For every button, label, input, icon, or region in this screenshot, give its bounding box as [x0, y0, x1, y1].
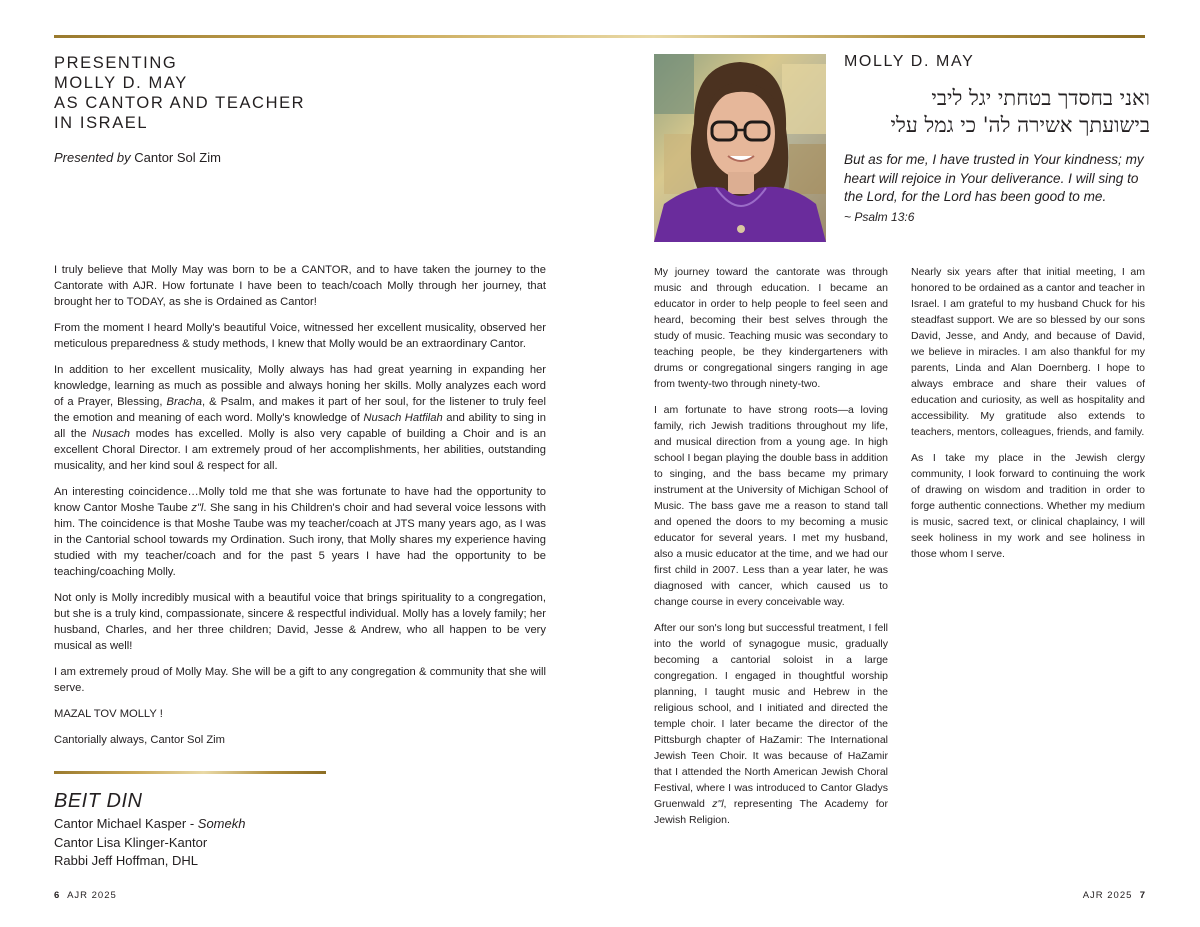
- title-line: PRESENTING: [54, 54, 178, 72]
- top-rule-left: [54, 35, 1145, 38]
- member-name: Cantor Michael Kasper -: [54, 816, 198, 831]
- paragraph: My journey toward the cantorate was through music and through education. I became an educator in order to help people to feel seen and heard, becoming their best selves through the study of music. Teaching music was secondary to teaching people, be they kindergarteners with drums or congregational singers ranging in age from twenty-two through ninety-two.: [654, 266, 888, 390]
- honoree-name: MOLLY D. MAY: [844, 53, 975, 70]
- text-run-italic: Nusach: [92, 428, 131, 440]
- portrait-photo: [654, 54, 826, 242]
- text-run: modes has excelled. Molly is also very capable of building a Choir and is an excellent Choral Director. I am extremely proud of her accomplishments, her abilities, outstanding musicality, and her kind soul & respect for all.: [54, 428, 546, 472]
- column-1: [654, 264, 888, 838]
- footer-left: [54, 890, 117, 901]
- paragraph: Nearly six years after that initial meeting, I am honored to be ordained as a cantor and teacher in Israel. I am grateful to my husband Chuck for his steadfast support. We are so blessed by our sons David, Jesse, and Andy, and because of David, we believe in miracles. I am also thankful for my parents, Linda and Alan Doernberg. I hope to always embrace and share their values of education and curiosity, as well as hospitality and accessibility. My gratitude also extends to teachers, mentors, colleagues, friends, and family.: [911, 266, 1145, 438]
- footer-right: [1083, 890, 1146, 901]
- beit-din-title: BEIT DIN: [54, 790, 143, 812]
- page-number: 6: [54, 890, 61, 901]
- title-line: MOLLY D. MAY: [54, 74, 188, 92]
- text-run-italic: Bracha: [166, 396, 202, 408]
- beit-din-rule: [54, 771, 326, 774]
- page-number: 7: [1139, 890, 1146, 901]
- paragraph: I truly believe that Molly May was born to be a CANTOR, and to have taken the journey to the Cantorate with AJR. How fortunate I have been to teach/coach Molly through her journey, that brought her to TODAY, as she is Ordained as Cantor!: [54, 264, 546, 308]
- text-run: and ability to sing in all the: [54, 412, 547, 440]
- paragraph: [54, 484, 546, 580]
- tribute-text: [54, 262, 546, 758]
- text-run: An interesting coincidence…Molly told me that she was fortunate to have had the opportunity to know Cantor Moshe Taube: [54, 486, 546, 514]
- paragraph: Cantorially always, Cantor Sol Zim: [54, 734, 225, 746]
- paragraph: From the moment I heard Molly's beautiful Voice, witnessed her excellent musicality, observed her meticulous preparedness & study methods, I knew that Molly would be an extraordinary Cantor.: [54, 322, 546, 350]
- title-line: IN ISRAEL: [54, 114, 149, 132]
- footer-text: AJR 2025: [67, 890, 117, 901]
- paragraph: I am extremely proud of Molly May. She will be a gift to any congregation & community that she will serve.: [54, 666, 546, 694]
- paragraph: [654, 620, 888, 828]
- portrait-illustration: [654, 54, 826, 242]
- text-run: In addition to her excellent musicality, Molly always has had great yearning in expanding her knowledge, learning as much as possible and always honing her skills. Molly analyzes each word of a Prayer, Blessing,: [54, 364, 546, 408]
- verse-translation: But as for me, I have trusted in Your kindness; my heart will rejoice in Your deliverance. I will sing to the Lord, for the Lord has been good to me.: [844, 152, 1144, 204]
- presented-by-name: Cantor Sol Zim: [134, 150, 221, 165]
- verse-citation: ~ Psalm 13:6: [844, 210, 915, 224]
- column-2: [911, 264, 1145, 572]
- paragraph: I am fortunate to have strong roots—a loving family, rich Jewish traditions throughout my life, and musical direction from a young age. In high school I began playing the double bass in addition to singing, and the bass became my primary instrument at the University of Michigan School of Music. The bass gave me a reason to stand tall and opened the doors to my becoming a music educator for several years. I met my husband, also a music educator at the time, and we had our first child in 2007. Less than a year later, he was diagnosed with cancer, which caused us to change course in every conceivable way.: [654, 404, 888, 608]
- paragraph: Not only is Molly incredibly musical with a beautiful voice that brings spirituality to a congregation, but she is a truly kind, compassionate, sincere & respectful individual. Molly has a lovely family; her husband, Charles, and her three children; David, Jesse & Andrew, who all happen to be very musical as well!: [54, 592, 546, 652]
- paragraph: [54, 362, 546, 474]
- presented-by: [54, 150, 221, 165]
- text-run: . She sang in his Children's choir and had several voice lessons with him. The coincidence is that Moshe Taube was my teacher/coach at JTS many years ago, as I was in the Cantorial school towards my Ordination. Such irony, that Molly shares my experience having studied with my teacher/coach and for the past 5 years I have had the opportunity to be teaching/coaching Molly.: [54, 502, 546, 578]
- footer-text: AJR 2025: [1082, 890, 1133, 901]
- beit-din-member: [54, 815, 245, 834]
- text-run: , & Psalm, and makes it part of her soul, for the listener to truly feel the emotion and meaning of each word. Molly's knowledge of: [54, 396, 546, 424]
- text-run-italic: z"l: [191, 502, 204, 514]
- text-run: After our son's long but successful treatment, I fell into the world of synagogue music, gradually becoming a cantorial soloist in a large congregation. I engaged in thoughtful worship planning, I taught music and Hebrew in the religious school, and I initiated and directed the temple choir. I later became the director of the Pittsburgh chapter of HaZamir: The International Jewish Teen Choir. It was because of HaZamir that I attended the North American Jewish Choral Festival, where I was introduced to Cantor Gladys Gruenwald: [654, 622, 888, 810]
- paragraph: As I take my place in the Jewish clergy community, I look forward to continuing the work of drawing on wisdom and tradition in order to forge authentic connections. Whether my medium is music, sacred text, or clinical chaplaincy, I will seek holiness in my work and see holiness in those whom I serve.: [911, 452, 1145, 560]
- text-run-italic: Nusach Hatfilah: [363, 412, 443, 424]
- hebrew-verse: [844, 85, 1150, 139]
- beit-din-member: Cantor Lisa Klinger-Kantor: [54, 834, 208, 850]
- hebrew-line: ואני בחסדך בטחתי יגל ליבי: [931, 86, 1150, 110]
- beit-din-list: [54, 815, 245, 871]
- text-run-italic: z"l: [712, 798, 724, 810]
- paragraph: MAZAL TOV MOLLY !: [54, 708, 163, 720]
- hebrew-line: בישועתך אשירה לה' כי גמל עלי: [890, 113, 1150, 137]
- page-title: [54, 53, 305, 133]
- title-line: AS CANTOR AND TEACHER: [54, 94, 306, 112]
- text-run: , representing The Academy for Jewish Religion.: [654, 798, 888, 826]
- beit-din-member: Rabbi Jeff Hoffman, DHL: [54, 853, 199, 868]
- presented-by-label: Presented by: [54, 150, 131, 165]
- member-role: Somekh: [197, 816, 246, 831]
